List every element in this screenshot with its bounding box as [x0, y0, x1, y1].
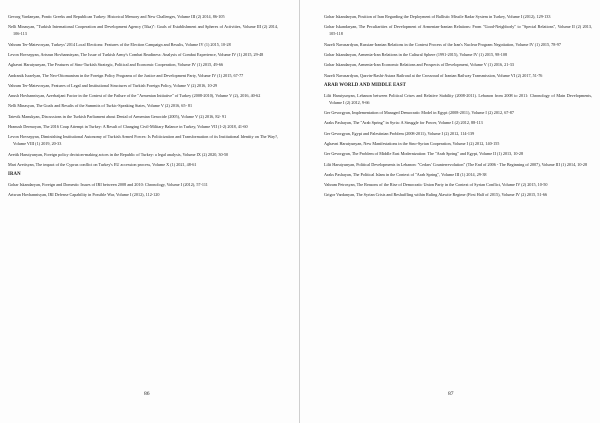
bibliography-entry: Levon Hovsepyan, Artsrun Hovhannisyan, The Issue of Turkish Army's Combat Readiness: Analysis of Combat Experience, Volume IV (1) 2015, 29-48: [8, 51, 264, 57]
bibliography-entry: Anush Hovhannisyan, Azerbaijani Factor in the Context of the Failure of the "Armenian Initiative" of Turkey (2008-2010), Volume V (2), 2016, 40-62: [8, 93, 261, 99]
bibliography-entry: Gohar Iskandaryan, Foreign and Domestic Issues of IRI between 2008 and 2010: Chronology, Volume I (2012), 57-111: [8, 182, 208, 188]
bibliography-entry: Hranush Dermoyan, The 2016 Coup Attempt in Turkey: A Result of Changing Civil-Military Balance in Turkey, Volume VII (1-2) 2018, 41-60: [8, 123, 248, 129]
bibliography-entry: Nelli Minasyan, The Goals and Results of the Summits of Turkic-Speaking States, Volume V (2) 2016, 65- 81: [8, 103, 193, 109]
bibliography-entry: Artsrun Hovhannisyan, IRI Defense Capability in Possible War, Volume I (2012), 112-120: [8, 192, 160, 198]
bibliography-entry: Mari Avetisyan, The impact of the Cyprus conflict on Turkey's EU accession process, Volume X (1) 2021, 48-61: [8, 161, 197, 167]
bibliography-entry: Araks Pashayan, The "Arab Spring" in Syria: A Struggle for Power, Volume I (2) 2012, 88-113: [324, 120, 483, 126]
bibliography-entry: Avetik Harutyunyan, Foreign policy decision-making actors in the Republic of Turkey: a legal analysis, Volume IX (2) 2020, 30-50: [8, 151, 229, 157]
bibliography-entry: Vahram Ter-Matevosyan, Features of Legal and Institutional Structures of Turkish Foreign Policy, Volume V (2) 2016, 10-29: [8, 82, 218, 88]
bibliography-entry: Nazeli Navasardyan, Qazvin-Rasht-Astara Railroad at the Crossroad of Iranian Railway Transmission, Volume VI (2) 2017, 51-76: [324, 72, 543, 78]
bibliography-entry: Nelli Minasyan, "Turkish International Cooperation and Development Agency (Tika)": Goals of Establishment and Spheres of Activities, Volume III (2) 2014, 106-113: [8, 24, 278, 37]
bibliography-entry: Aghavni Harutyunyan, New Manifestations in the Sino-Syrian Cooperation, Volume I (2) 2012, 140-155: [324, 141, 500, 146]
left-page-number: 86: [144, 391, 150, 397]
bibliography-entry: Ger Gevorgyan, The Problem of Middle East Modernization: The "Arab Spring" and Egypt, Volume II (1) 2013, 10-28: [324, 151, 524, 157]
bibliography-entry: Nazeli Navasardyan, Russian-Iranian Relations in the Context Process of the Iran's Nuclear Program Negotiation, Volume IV (1) 2015, 78-97: [324, 41, 561, 47]
right-page-number: 87: [448, 391, 454, 397]
right-page: [300, 0, 600, 423]
bibliography-entry: Lilit Harutyunyan, Lebanon between Political Crises and Relative Stability (2008-2011). Lebanon from 2008 to 2011: Chronology of Main Developments, Volume I (2) 2012, 9-66: [324, 92, 592, 105]
left-page: [0, 0, 299, 423]
bibliography-entry: Ger Gevorgyan, Implementation of Managed Democratic Model in Egypt (2008-2011), Volume I (2) 2012, 67-87: [324, 110, 514, 116]
bibliography-entry: Levon Hovsepyan, Diminishing Institutional Autonomy of Turkish Armed Forces: Is Politicization and Transformation of its Institutional Identity on The Way?, Volume VIII (1) 2019, 20-33: [8, 134, 278, 147]
bibliography-entry: Tatevik Manukyan, Discussions in the Turkish Parliament about Denial of Armenian Genocide (2005), Volume V (2) 2016, 82- 91: [8, 113, 227, 119]
bibliography-entry: Gohar Iskandaryan, Armenia-Iran Relations in the Cultural Sphere (1991-2015), Volume IV (1) 2015, 98-108: [324, 51, 508, 57]
section-heading: ARAB WORLD AND MIDDLE EAST: [324, 82, 406, 88]
left-page-content: [8, 13, 278, 202]
bibliography-entry: Gohar Iskandaryan, Position of Iran Regarding the Deployment of Ballistic Missile Radar System in Turkey, Volume I (2012), 129-133: [324, 14, 551, 19]
bibliography-entry: Gohar Iskandaryan, Armenia-Iran Economic Relations and Prospects of Development, Volume V (1) 2016, 21-33: [324, 62, 514, 68]
bibliography-entry: Andranik Israelyan, The Neo-Ottomanism in the Foreign Policy Programs of the Justice and Development Party, Volume IV (1) 2015, 67-77: [8, 72, 244, 78]
bibliography-entry: Vahram Ter-Matevosyan, Turkeys' 2014 Local Elections: Features of the Election Campaign and Results, Volume IV (1) 2015, 10-28: [8, 41, 231, 47]
bibliography-entry: Gevorg Vardanyan, Pontic Greeks and Republican Turkey: Historical Memory and New Challenges, Volume III (2) 2014, 86-105: [8, 14, 225, 19]
bibliography-entry: Gohar Iskandaryan, The Peculiarities of Development of Armenian-Iranian Relations: From "Good-Neighborly" to "Special Relations", Volume II (2) 2013, 105-118: [324, 24, 592, 37]
bibliography-entry: Lilit Harutyunyan, Political Developments in Lebanon: "Cedars' Counterrevolution" (The End of 2006 - The Beginning of 2007), Volume III (1) 2014, 10-28: [324, 161, 588, 167]
bibliography-entry: Ger Gevorgyan, Egypt and Palestinian Problem (2008-2011), Volume I (2) 2012, 114-139: [324, 130, 475, 136]
section-heading: IRAN: [8, 172, 21, 178]
bibliography-entry: Araks Pashayan, The Political Islam in the Context of "Arab Spring", Volume III (1) 2014, 29-38: [324, 171, 487, 177]
bibliography-entry: Grigor Vardanyan, The Syrian Crisis and Reshuffling within Ruling Alawite Regime (First Half of 2015), Volume IV (2) 2015, 51-66: [324, 192, 548, 198]
bibliography-entry: Vahram Petrosyan, The Reasons of the Rise of Democratic Union Party in the Context of Syrian Conflict, Volume IV (2) 2015, 10-50: [324, 182, 548, 188]
bibliography-entry: Aghavni Harutyunyan, The Features of Sino-Turkish Strategic, Political and Economic Cooperation, Volume IV (1) 2015, 49-66: [8, 62, 224, 68]
right-page-content: [324, 13, 592, 202]
